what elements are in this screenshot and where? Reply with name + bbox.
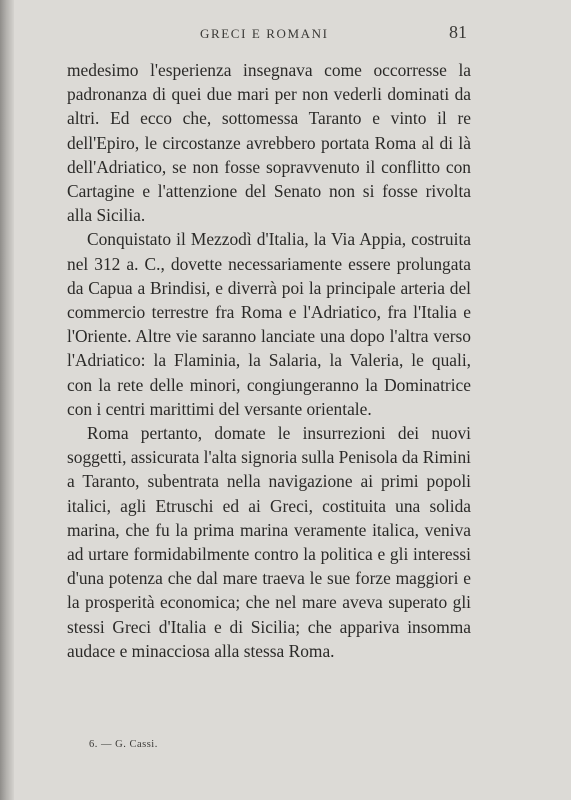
page-binding-shadow — [0, 0, 14, 800]
signature-mark: 6. — G. Cassi. — [89, 739, 158, 750]
running-head: GRECI E ROMANI — [200, 26, 329, 41]
page-number: 81 — [449, 22, 467, 42]
paragraph-2: Conquistato il Mezzodì d'Italia, la Via Appia, costruita nel 312 a. C., dovette necessariamente essere prolungata da Capua a Brindisi, e diverrà poi la principale arteria del commercio terrestre fra Roma e l'Adriatico, fra l'Italia e l'Oriente. Altre vie saranno lanciate una dopo l'altra verso l'Adriatico: la Flaminia, la Salaria, la Valeria, le quali, con la rete delle minori, congiungeranno la Dominatrice con i centri marittimi del versante orientale. — [67, 229, 471, 419]
paragraph-3: Roma pertanto, domate le insurrezioni dei nuovi soggetti, assicurata l'alta signoria sulla Penisola da Rimini a Taranto, subentrata nella navigazione ai primi popoli italici, agli Etruschi ed ai Greci, costituita una solida marina, che fu la prima marina veramente italica, veniva ad urtare formidabilmente contro la politica e gli interessi d'una potenza che dal mare traeva le sue forze maggiori e la prosperità economica; che nel mare aveva superato gli stessi Greci d'Italia e di Sicilia; che appariva insomma audace e minacciosa alla stessa Roma. — [67, 423, 472, 661]
body-text — [67, 58, 471, 663]
paragraph-1: medesimo l'esperienza insegnava come occorresse la padronanza di quei due mari per non vederli dominati da altri. Ed ecco che, sottomessa Taranto e vinto il re dell'Epiro, le circostanze avrebbero portata Roma al di là dell'Adriatico, se non fosse sopravvenuto il conflitto con Cartagine e l'attenzione del Senato non si fosse rivolta alla Sicilia. — [67, 60, 471, 226]
